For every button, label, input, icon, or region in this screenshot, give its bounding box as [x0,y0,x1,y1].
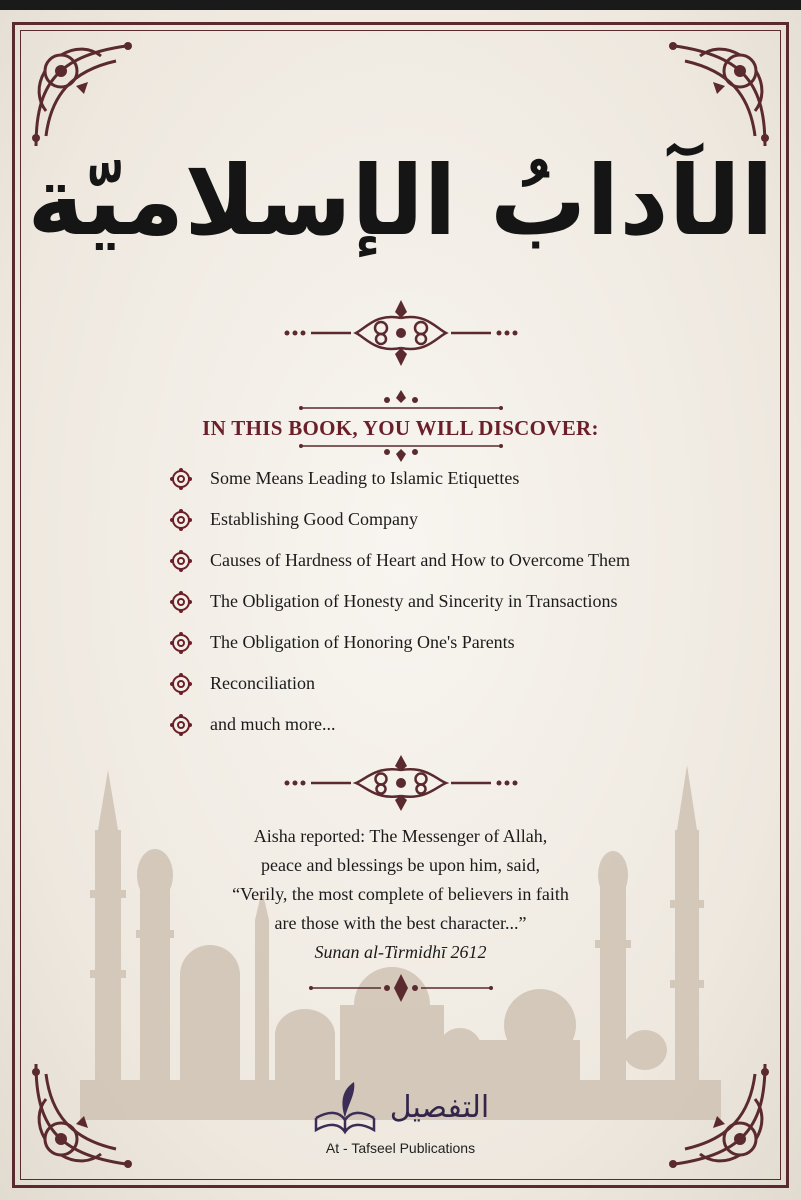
flourish-divider-icon [291,388,511,412]
rosette-bullet-icon [170,632,192,654]
rosette-bullet-icon [170,714,192,736]
list-item [170,591,690,632]
publisher-block [0,1078,801,1156]
list-item [170,509,690,550]
topic-text: and much more... [210,714,336,734]
book-poster [0,10,801,1200]
flourish-divider-icon [291,442,511,464]
hadith-quote [0,822,801,967]
list-item [170,673,690,714]
topic-text: Some Means Leading to Islamic Etiquettes [210,468,520,488]
publisher-name-english: At - Tafseel Publications [325,1140,476,1156]
rosette-bullet-icon [170,468,192,490]
hadith-bottom-ornament [0,973,801,1003]
list-item [170,714,690,755]
publisher-name-arabic: التفصيل [389,1089,490,1125]
hadith-reference: Sunan al-Tirmidhī 2612 [314,942,487,962]
hadith-line: peace and blessings be upon him, said, [261,855,540,875]
topic-text: Establishing Good Company [210,509,418,529]
topic-text: The Obligation of Honesty and Sincerity in Transactions [210,591,618,611]
list-item [170,632,690,673]
flourish-divider-icon [281,298,521,368]
rosette-bullet-icon [170,591,192,613]
topic-text: Reconciliation [210,673,315,693]
heading-top-ornament [0,388,801,412]
heading-bottom-ornament [0,442,801,464]
arabic-title: الآدابُ الإسلاميّة [27,145,774,257]
discover-heading: IN THIS BOOK, YOU WILL DISCOVER: [202,416,599,440]
hadith-line: “Verily, the most complete of believers in faith [232,884,569,904]
rosette-bullet-icon [170,509,192,531]
flourish-divider-icon [301,973,501,1003]
rosette-bullet-icon [170,550,192,572]
list-item [170,550,690,591]
rosette-bullet-icon [170,673,192,695]
hadith-line: Aisha reported: The Messenger of Allah, [253,826,548,846]
title-divider [0,298,801,368]
topic-text: The Obligation of Honoring One's Parents [210,632,515,652]
list-item [170,468,690,509]
topic-text: Causes of Hardness of Heart and How to Overcome Them [210,550,631,570]
hadith-line: are those with the best character...” [274,913,527,933]
hadith-divider [0,753,801,813]
flourish-divider-icon [281,753,521,813]
topics-list [170,468,690,755]
feather-book-logo-icon [312,1078,378,1136]
